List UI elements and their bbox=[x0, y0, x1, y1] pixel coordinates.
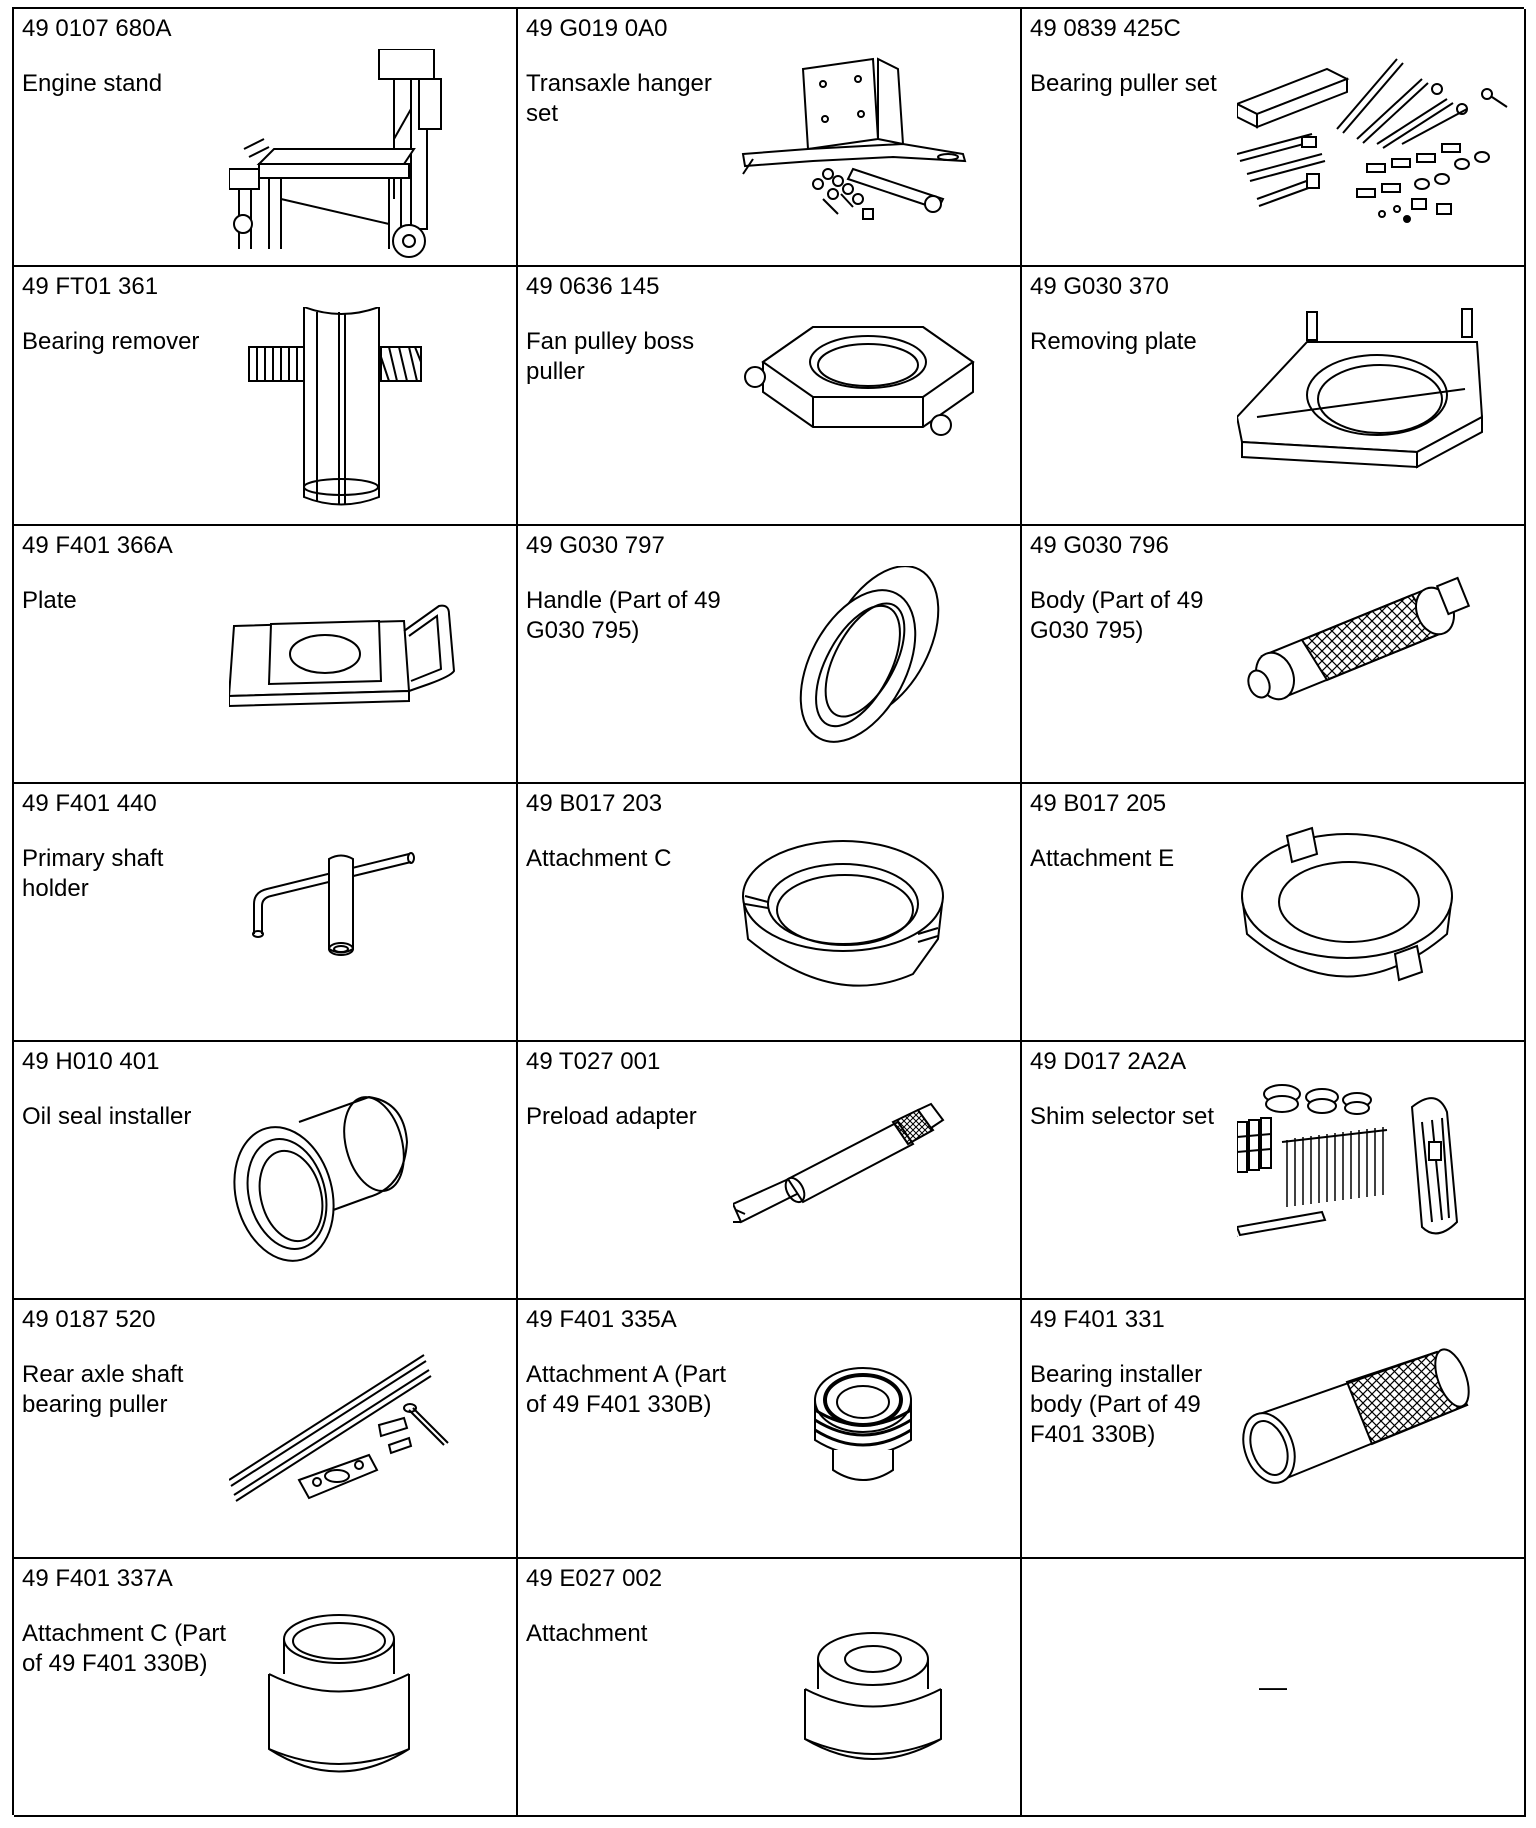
rear-axle-bearing-puller-icon bbox=[229, 1340, 509, 1552]
tool-description: Shim selector set bbox=[1030, 1103, 1215, 1131]
tool-description: Bearing puller set bbox=[1030, 70, 1217, 97]
tool-part-number: 49 0107 680A bbox=[22, 15, 172, 42]
tool-description: Oil seal installer bbox=[22, 1103, 192, 1131]
tool-cell bbox=[518, 1559, 1022, 1817]
tool-part-number: 49 E027 002 bbox=[526, 1564, 663, 1592]
tool-cell bbox=[14, 9, 518, 267]
fan-pulley-boss-puller-icon bbox=[733, 307, 1013, 519]
attachment-e-ring-icon bbox=[1237, 824, 1517, 1036]
tool-description: Preload adapter bbox=[526, 1103, 697, 1131]
tool-description: Plate bbox=[22, 586, 77, 614]
tool-description: Rear axle shaft bearing puller bbox=[22, 1361, 184, 1419]
tool-part-number: 49 FT01 361 bbox=[22, 273, 159, 301]
tool-cell bbox=[518, 526, 1022, 784]
tool-part-number: 49 B017 203 bbox=[526, 789, 663, 817]
tool-description: Bearing installer body (Part of 49 F401 330B) bbox=[1030, 1361, 1203, 1449]
tool-part-number: 49 H010 401 bbox=[22, 1048, 160, 1076]
tool-description: Transaxle hanger set bbox=[526, 70, 712, 127]
bearing-remover-icon bbox=[229, 307, 509, 519]
tool-part-number: 49 0187 520 bbox=[22, 1306, 156, 1334]
tool-cell bbox=[518, 9, 1022, 267]
tool-cell bbox=[518, 267, 1022, 525]
tool-part-number: 49 F401 440 bbox=[22, 789, 157, 817]
handle-ring-icon bbox=[733, 566, 1013, 778]
tool-cell bbox=[518, 784, 1022, 1042]
tool-description: Primary shaft holder bbox=[22, 844, 164, 902]
bearing-puller-set-icon bbox=[1237, 49, 1517, 261]
tool-part-number: 49 T027 001 bbox=[526, 1048, 661, 1076]
tool-cell bbox=[1022, 1300, 1526, 1558]
tool-part-number: 49 0636 145 bbox=[526, 273, 660, 301]
tool-cell bbox=[1022, 526, 1526, 784]
tool-cell bbox=[518, 1042, 1022, 1300]
attachment-c-cup-icon bbox=[229, 1599, 509, 1811]
preload-adapter-icon bbox=[733, 1082, 1013, 1294]
tool-cell-empty bbox=[1022, 1559, 1526, 1817]
tool-part-number: 49 F401 331 bbox=[1030, 1306, 1165, 1334]
tool-cell bbox=[518, 1300, 1022, 1558]
tool-description: Attachment E bbox=[1030, 844, 1175, 872]
tool-part-number: 49 F401 337A bbox=[22, 1564, 173, 1592]
tool-description: Attachment C (Part of 49 F401 330B) bbox=[22, 1619, 227, 1677]
bearing-installer-body-icon bbox=[1237, 1340, 1517, 1552]
tool-part-number: 49 F401 366A bbox=[22, 531, 173, 559]
tool-cell bbox=[14, 784, 518, 1042]
tool-cell bbox=[14, 526, 518, 784]
tool-part-number: 49 G030 370 bbox=[1030, 273, 1169, 301]
tool-description: Fan pulley boss puller bbox=[526, 328, 695, 386]
tool-cell bbox=[1022, 1042, 1526, 1300]
tool-description: Attachment A (Part of 49 F401 330B) bbox=[526, 1361, 727, 1419]
plate-icon bbox=[229, 566, 509, 778]
attachment-icon bbox=[733, 1599, 1013, 1811]
tool-description: Engine stand bbox=[22, 70, 163, 97]
empty-placeholder: — bbox=[1259, 1670, 1287, 1702]
tool-cell bbox=[14, 1559, 518, 1817]
tool-description: Attachment bbox=[526, 1619, 648, 1647]
tool-part-number: 49 D017 2A2A bbox=[1030, 1048, 1187, 1076]
tool-description: Bearing remover bbox=[22, 328, 200, 356]
tool-cell bbox=[1022, 784, 1526, 1042]
special-tools-table bbox=[12, 7, 1524, 1815]
tool-description: Body (Part of 49 G030 795) bbox=[1030, 586, 1204, 644]
tool-part-number: 49 G030 797 bbox=[526, 531, 665, 559]
tool-part-number: 49 B017 205 bbox=[1030, 789, 1167, 817]
primary-shaft-holder-icon bbox=[229, 824, 509, 1036]
shim-selector-set-icon bbox=[1237, 1082, 1517, 1294]
tool-description: Attachment C bbox=[526, 844, 672, 872]
tool-part-number: 49 G030 796 bbox=[1030, 531, 1169, 559]
removing-plate-icon bbox=[1237, 307, 1517, 519]
tool-description: Removing plate bbox=[1030, 328, 1197, 356]
tool-part-number: 49 0839 425C bbox=[1030, 15, 1181, 42]
tool-description: Handle (Part of 49 G030 795) bbox=[526, 586, 721, 644]
body-knurled-icon bbox=[1237, 566, 1517, 778]
tool-cell bbox=[1022, 267, 1526, 525]
attachment-a-icon bbox=[733, 1340, 1013, 1552]
tool-part-number: 49 G019 0A0 bbox=[526, 15, 668, 42]
tool-part-number: 49 F401 335A bbox=[526, 1306, 677, 1334]
engine-stand-icon bbox=[229, 49, 509, 261]
tool-cell bbox=[1022, 9, 1526, 267]
tool-cell bbox=[14, 267, 518, 525]
attachment-c-ring-icon bbox=[733, 824, 1013, 1036]
oil-seal-installer-icon bbox=[229, 1082, 509, 1294]
tool-cell bbox=[14, 1300, 518, 1558]
tool-cell bbox=[14, 1042, 518, 1300]
transaxle-hanger-set-icon bbox=[733, 49, 1013, 261]
